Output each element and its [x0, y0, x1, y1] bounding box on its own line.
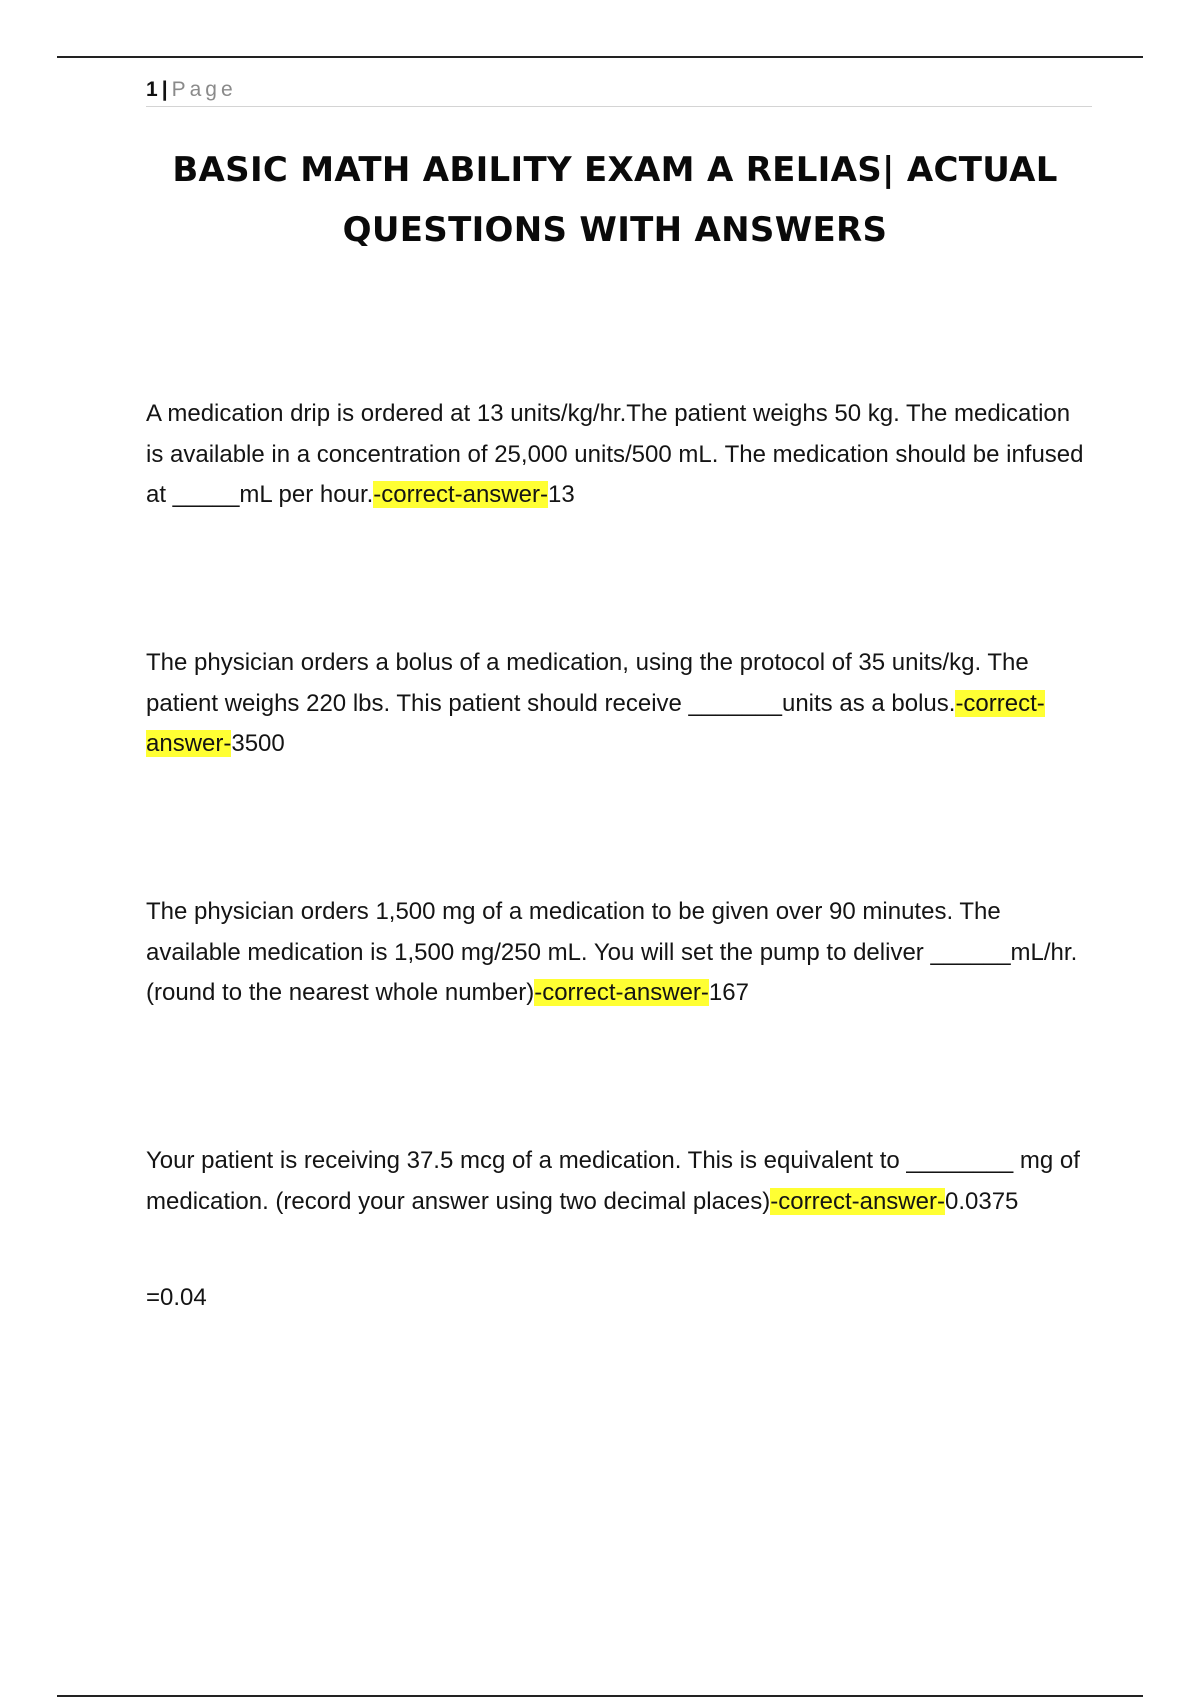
correct-answer-marker: -correct-answer- — [770, 1187, 945, 1215]
correct-answer-marker: -correct-answer- — [373, 481, 548, 508]
answer-value: 167 — [708, 979, 749, 1006]
page-header — [146, 76, 1092, 107]
question-block-2 — [146, 643, 1086, 765]
page-number: 1 — [146, 78, 158, 101]
answer-value: 3500 — [231, 730, 285, 757]
top-rule — [57, 56, 1143, 58]
question-text: The physician orders 1,500 mg of a medication to be given over 90 minutes. The available medication is 1,500 mg/250 mL. You will set the pump to deliver ______mL/hr.(round to the nearest whole number) — [146, 898, 1078, 1006]
page-header-separator: | — [161, 78, 168, 101]
rounded-answer: =0.04 — [146, 1284, 207, 1311]
document-title: BASIC MATH ABILITY EXAM A RELIAS| ACTUAL QUESTIONS WITH ANSWERS — [172, 150, 1058, 250]
question-block-3 — [146, 892, 1086, 1014]
correct-answer-marker: -correct-answer- — [534, 979, 709, 1006]
question-block-1 — [146, 394, 1086, 516]
page-label: Page — [171, 78, 237, 101]
answer-value: 13 — [547, 481, 575, 508]
answer-value: 0.0375 — [944, 1187, 1019, 1215]
question-text: A medication drip is ordered at 13 units/kg/hr.The patient weighs 50 kg. The medication is available in a concentration of 25,000 units/500 mL. The medication should be infused at _____mL per hour. — [146, 400, 1084, 508]
question-text: The physician orders a bolus of a medication, using the protocol of 35 units/kg. The patient weighs 220 lbs. This patient should receive _______units as a bolus. — [146, 649, 1029, 717]
question-block-4 — [146, 1141, 1086, 1222]
correct-answer-marker: -correct-answer- — [146, 689, 1045, 757]
bottom-rule — [57, 1695, 1143, 1697]
question-text: Your patient is receiving 37.5 mcg of a medication. This is equivalent to ________ mg of medication. (record your answer using two decimal places) — [146, 1147, 1080, 1215]
